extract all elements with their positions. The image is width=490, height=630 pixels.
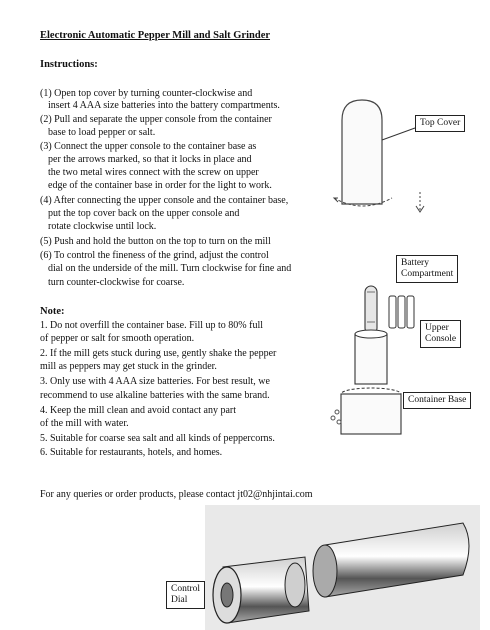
- container-base-callout: [403, 392, 471, 409]
- container-base-label: Container Base: [408, 395, 467, 405]
- top-cover-label: Top Cover: [420, 118, 461, 128]
- note-line: recommend to use alkaline batteries with the same brand.: [40, 390, 270, 401]
- instructions-heading: Instructions:: [40, 59, 98, 70]
- instruction-line: (4) After connecting the upper console and the container base,: [40, 195, 289, 206]
- battery-label-line1: Battery: [401, 258, 429, 268]
- exploded-mill-illustration: [325, 262, 415, 437]
- note-line: 1. Do not overfill the container base. Fill up to 80% full: [40, 320, 264, 331]
- note-heading: Note:: [40, 306, 65, 317]
- note-line: of the mill with water.: [40, 418, 129, 429]
- instruction-line: (5) Push and hold the button on the top to turn on the mill: [40, 236, 271, 247]
- note-line: 3. Only use with 4 AAA size batteries. For best result, we: [40, 376, 270, 387]
- instruction-line: (2) Pull and separate the upper console from the container: [40, 114, 272, 125]
- control-label-line2: Dial: [171, 595, 188, 605]
- battery-compartment-callout: [396, 255, 458, 283]
- contact-line: For any queries or order products, please contact jt02@nhjintai.com: [40, 489, 313, 500]
- note-line: 5. Suitable for coarse sea salt and all kinds of peppercorns.: [40, 433, 275, 444]
- battery-label-line2: Compartment: [401, 269, 454, 279]
- note-line: 4. Keep the mill clean and avoid contact any part: [40, 405, 237, 416]
- note-line: 6. Suitable for restaurants, hotels, and homes.: [40, 447, 223, 458]
- upper-console-callout: [420, 320, 461, 348]
- assembled-mill-illustration: [205, 505, 480, 630]
- top-cover-illustration: [330, 92, 480, 222]
- upper-label-line2: Console: [425, 334, 457, 344]
- instruction-line: edge of the container base in order for the light to work.: [48, 180, 272, 191]
- instruction-line: (1) Open top cover by turning counter-clockwise and: [40, 88, 253, 99]
- instruction-line: put the top cover back on the upper console and: [48, 208, 240, 219]
- instruction-line: insert 4 AAA size batteries into the battery compartments.: [48, 100, 280, 111]
- note-line: 2. If the mill gets stuck during use, gently shake the pepper: [40, 348, 277, 359]
- document-title: Electronic Automatic Pepper Mill and Salt Grinder: [40, 30, 271, 41]
- note-line: mill as peppers may get stuck in the grinder.: [40, 361, 217, 372]
- note-line: of pepper or salt for smooth operation.: [40, 333, 195, 344]
- instruction-line: rotate clockwise until lock.: [48, 221, 157, 232]
- instruction-line: the two metal wires connect with the screw on upper: [48, 167, 259, 178]
- instruction-line: (3) Connect the upper console to the container base as: [40, 141, 257, 152]
- upper-label-line1: Upper: [425, 323, 449, 333]
- instruction-line: (6) To control the fineness of the grind, adjust the control: [40, 250, 269, 261]
- top-cover-callout: [415, 115, 465, 132]
- instruction-line: dial on the underside of the mill. Turn clockwise for fine and: [48, 263, 292, 274]
- control-dial-callout: [166, 581, 205, 609]
- instruction-line: base to load pepper or salt.: [48, 127, 156, 138]
- instruction-line: per the arrows marked, so that it locks in place and: [48, 154, 252, 165]
- control-label-line1: Control: [171, 584, 201, 594]
- instruction-line: turn counter-clockwise for coarse.: [48, 277, 185, 288]
